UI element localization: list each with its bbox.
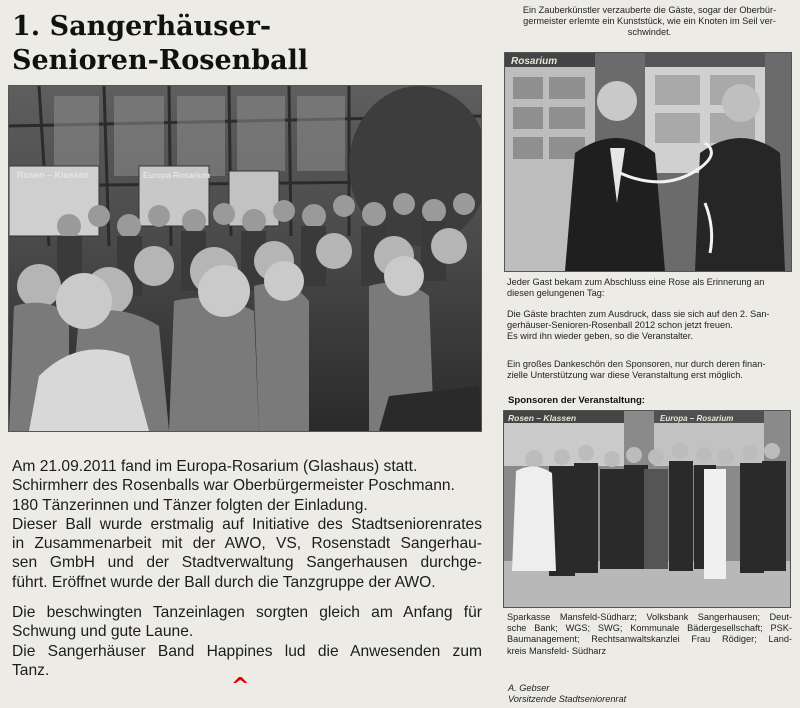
sponsors-line-2: sche Bank; WGS; SWG; Kommunale Bädergesellschaft; PSK-: [507, 623, 792, 634]
caption-rose-gift: [507, 277, 792, 299]
body-line-10: Die Sangerhäuser Band Happines lud die Anwesenden zum: [12, 642, 482, 660]
body-line-2: Schirmherr des Rosenballs war Oberbürgermeister Poschmann.: [12, 477, 455, 495]
caption-magician: [507, 5, 792, 39]
sponsors-line-1: Sparkasse Mansfeld-Südharz; Volksbank Sangerhausen; Deut-: [507, 612, 792, 622]
photo-magician-image: [505, 53, 791, 271]
body-line-6: sen GmbH und der Stadtverwaltung Sangerhausen durchge-: [12, 554, 482, 572]
sponsors-line-3: Baumanagement; Rechtsanwaltskanzlei Frau Rödiger; Land-: [507, 634, 792, 645]
title-line-2: Senioren-Rosenball: [12, 45, 309, 76]
body-line-4: Dieser Ball wurde erstmalig auf Initiative des Stadtseniorenrates: [12, 515, 482, 533]
caption-thanks: [507, 359, 792, 381]
red-caret-mark: ^: [231, 674, 250, 699]
caption-thanks-line-2: zielle Unterstützung war diese Veranstaltung erst möglich.: [507, 370, 743, 381]
author-signature: [508, 683, 626, 705]
caption-magician-line-1: Ein Zauberkünstler verzauberte die Gäste, sogar der Oberbür-: [522, 5, 777, 15]
svg-text:Rosarium: Rosarium: [511, 56, 558, 67]
photo-sponsors-group: [503, 410, 791, 608]
caption-next-line-2: gerhäuser-Senioren-Rosenball 2012 schon jetzt freuen.: [507, 320, 733, 331]
body-line-1: Am 21.09.2011 fand im Europa-Rosarium (Glashaus) statt.: [12, 458, 418, 475]
body-line-5: in Zusammenarbeit mit der AWO, VS, Rosenstadt Sangerhau-: [12, 535, 482, 553]
caption-thanks-line-1: Ein großes Dankeschön den Sponsoren, nur durch deren finan-: [507, 359, 766, 369]
caption-next-ball: [507, 309, 792, 343]
article-body: [12, 457, 482, 680]
sponsors-list: [507, 612, 792, 657]
caption-next-line-3: Es wird ihn wieder geben, so die Veranstalter.: [507, 331, 693, 342]
photo-magician-rope: [504, 52, 792, 272]
title-line-1: 1. Sangerhäuser-: [12, 11, 272, 42]
caption-rose-line-2: diesen gelungenen Tag:: [507, 288, 605, 299]
article-title: [12, 10, 482, 78]
svg-text:Rosen – Klassen: Rosen – Klassen: [17, 170, 90, 180]
sponsors-heading: Sponsoren der Veranstaltung:: [508, 395, 646, 406]
main-photo-image: [9, 86, 481, 431]
author-name: A. Gebser: [508, 683, 550, 693]
svg-text:Rosen – Klassen: Rosen – Klassen: [508, 413, 577, 423]
caption-magician-line-2: germeister erlemte ein Kunststück, wie ein Knoten im Seil ver-: [523, 16, 776, 27]
main-photo-dance: [8, 85, 482, 432]
sponsors-line-4: kreis Mansfeld- Südharz: [507, 645, 607, 656]
photo-sponsors-image: [504, 411, 790, 607]
caption-rose-line-1: Jeder Gast bekam zum Abschluss eine Rose als Erinnerung an: [507, 277, 765, 287]
body-line-11: Tanz.: [12, 661, 50, 679]
body-line-8: Die beschwingten Tanzeinlagen sorgten gleich am Anfang für: [12, 604, 482, 622]
author-role: Vorsitzende Stadtseniorenrat: [508, 694, 627, 704]
body-line-3: 180 Tänzerinnen und Tänzer folgten der Einladung.: [12, 496, 368, 514]
svg-text:Europa – Rosarium: Europa – Rosarium: [660, 414, 734, 423]
caption-next-line-1: Die Gäste brachten zum Ausdruck, dass sie sich auf den 2. San-: [507, 309, 770, 319]
svg-text:Europa-Rosarium: Europa-Rosarium: [143, 171, 211, 180]
caption-magician-line-3: schwindet.: [627, 27, 672, 38]
body-line-7: führt. Eröffnet wurde der Ball durch die Tanzgruppe der AWO.: [12, 573, 436, 591]
body-line-9: Schwung und gute Laune.: [12, 623, 194, 641]
